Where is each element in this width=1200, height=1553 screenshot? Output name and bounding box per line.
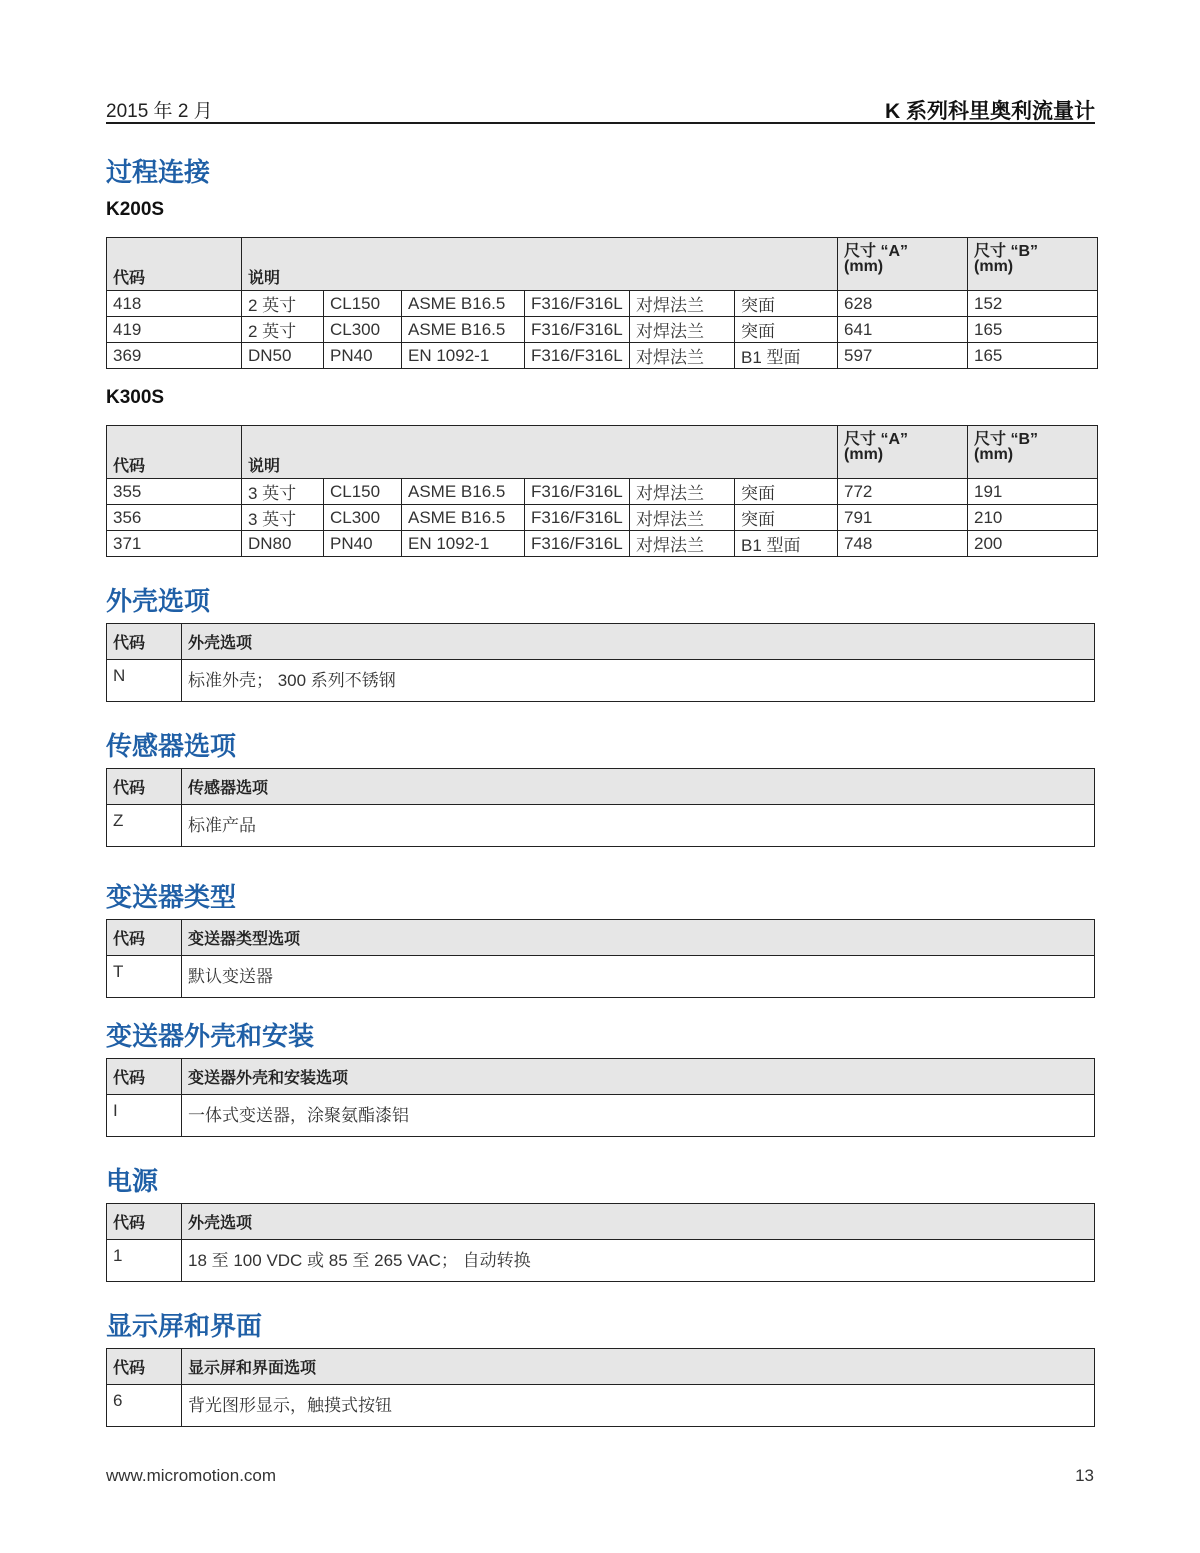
section-title-process: 过程连接 (106, 157, 211, 187)
table-header-row: 代码 显示屏和界面选项 (107, 1349, 1095, 1385)
table-row: Z 标准产品 (107, 805, 1095, 847)
subsection-title-k300s: K300S (106, 387, 165, 408)
table-header-row (107, 426, 1098, 479)
section-title-sensor: 传感器选项 (106, 731, 237, 761)
display-table (106, 1348, 1095, 1427)
subsection-title-k200s: K200S (106, 199, 165, 220)
table-row: 355 3 英寸 CL150 ASME B16.5 F316/F316L 对焊法兰 突面 772 191 (107, 479, 1098, 505)
table-header-row (107, 238, 1098, 291)
k300s-table (106, 425, 1098, 557)
col-header-code: 代码 (107, 238, 242, 291)
transmitter-mount-table (106, 1058, 1095, 1137)
k200s-table (106, 237, 1098, 369)
header-date: 2015 年 2 月 (106, 101, 213, 122)
table-row: 419 2 英寸 CL300 ASME B16.5 F316/F316L 对焊法兰 突面 641 165 (107, 317, 1098, 343)
table-row: T 默认变送器 (107, 956, 1095, 998)
table-row: 369 DN50 PN40 EN 1092-1 F316/F316L 对焊法兰 B1 型面 597 165 (107, 343, 1098, 369)
power-table (106, 1203, 1095, 1282)
housing-table (106, 623, 1095, 702)
table-row: 356 3 英寸 CL300 ASME B16.5 F316/F316L 对焊法兰 突面 791 210 (107, 505, 1098, 531)
table-header-row: 代码 变送器类型选项 (107, 920, 1095, 956)
sensor-table (106, 768, 1095, 847)
col-header-dim-b: 尺寸 “B” (mm) (968, 238, 1098, 291)
page-header (106, 96, 1095, 124)
table-header-row: 代码 外壳选项 (107, 624, 1095, 660)
col-header-dim-a: 尺寸 “A” (mm) (838, 426, 968, 479)
section-title-transmitter-mount: 变送器外壳和安装 (106, 1021, 315, 1051)
col-header-desc: 说明 (242, 238, 838, 291)
section-title-power: 电源 (106, 1166, 159, 1196)
table-row: 6 背光图形显示，触摸式按钮 (107, 1385, 1095, 1427)
col-header-dim-a: 尺寸 “A” (mm) (838, 238, 968, 291)
table-row: I 一体式变送器，涂聚氨酯漆铝 (107, 1095, 1095, 1137)
col-header-code: 代码 (107, 426, 242, 479)
footer-url: www.micromotion.com (106, 1466, 277, 1485)
page-number: 13 (1075, 1466, 1094, 1485)
table-row: 371 DN80 PN40 EN 1092-1 F316/F316L 对焊法兰 B1 型面 748 200 (107, 531, 1098, 557)
table-row: 1 18 至 100 VDC 或 85 至 265 VAC； 自动转换 (107, 1240, 1095, 1282)
header-title: K 系列科里奥利流量计 (885, 100, 1095, 123)
table-row: N 标准外壳； 300 系列不锈钢 (107, 660, 1095, 702)
col-header-desc: 说明 (242, 426, 838, 479)
section-title-housing: 外壳选项 (106, 586, 211, 616)
table-header-row: 代码 外壳选项 (107, 1204, 1095, 1240)
table-row: 418 2 英寸 CL150 ASME B16.5 F316/F316L 对焊法兰 突面 628 152 (107, 291, 1098, 317)
table-header-row: 代码 传感器选项 (107, 769, 1095, 805)
col-header-dim-b: 尺寸 “B” (mm) (968, 426, 1098, 479)
table-header-row: 代码 变送器外壳和安装选项 (107, 1059, 1095, 1095)
section-title-display: 显示屏和界面 (106, 1311, 263, 1341)
section-title-transmitter-type: 变送器类型 (106, 882, 237, 912)
transmitter-type-table (106, 919, 1095, 998)
